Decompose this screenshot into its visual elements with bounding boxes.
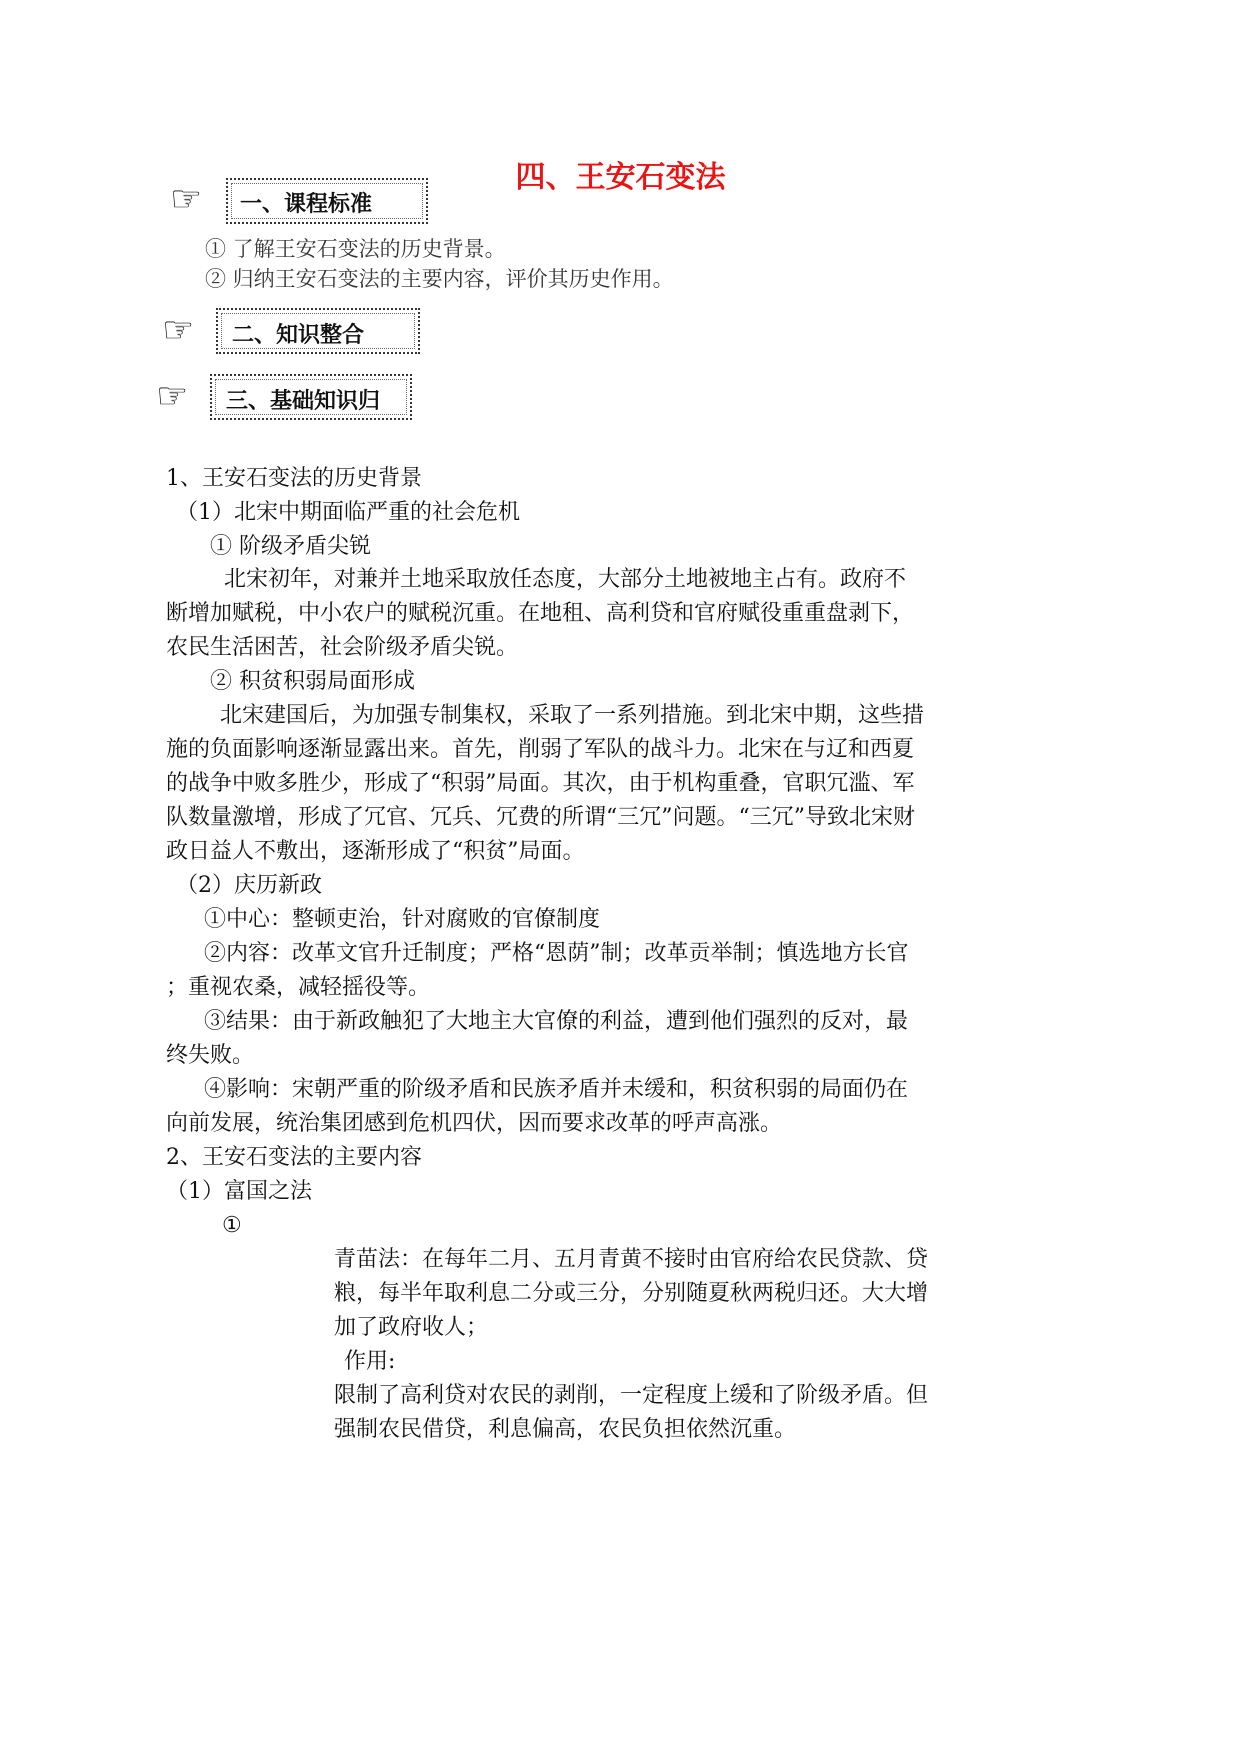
section-heading-course-standard: 一、课程标准 (240, 192, 373, 217)
paragraph-line: 施的负面影响逐渐显露出来。首先，削弱了军队的战斗力。北宋在与辽和西夏 (166, 737, 915, 762)
paragraph-line: 政日益人不敷出，逐渐形成了“积贫”局面。 (166, 839, 585, 864)
point-marker: ① (222, 1213, 242, 1238)
pointing-hand-icon: ☞ (170, 179, 203, 220)
subheading-qingli-reform: （2）庆历新政 (176, 873, 322, 898)
subheading-social-crisis: （1）北宋中期面临严重的社会危机 (176, 500, 520, 525)
objective-item: ② 归纳王安石变法的主要内容，评价其历史作用。 (205, 267, 674, 291)
qingli-line: ④影响：宋朝严重的阶级矛盾和民族矛盾并未缓和，积贫积弱的局面仍在 (204, 1077, 909, 1102)
effect-label: 作用: (344, 1349, 396, 1374)
section-heading-knowledge-integration: 二、知识整合 (232, 323, 365, 348)
effect-line: 强制农民借贷，利息偏高，农民负担依然沉重。 (334, 1417, 797, 1442)
point-class-conflict: ① 阶级矛盾尖锐 (210, 534, 371, 559)
qingmiao-line: 粮，每半年取利息二分或三分，分别随夏秋两税归还。大大增 (334, 1281, 929, 1306)
qingli-line: ①中心：整顿吏治，针对腐败的官僚制度 (204, 907, 601, 932)
qingli-line: 终失败。 (166, 1043, 255, 1068)
paragraph-line: 队数量激增，形成了冗官、冗兵、冗费的所谓“三冗”问题。“三冗”导致北宋财 (166, 805, 915, 830)
paragraph-line: 断增加赋税，中小农户的赋税沉重。在地租、高利贷和官府赋役重重盘剥下， (166, 601, 915, 626)
page-title: 四、王安石变法 (515, 160, 726, 195)
qingli-line: ③结果：由于新政触犯了大地主大官僚的利益，遭到他们强烈的反对，最 (204, 1009, 909, 1034)
qingli-line: ②内容：改革文官升迁制度；严格“恩荫”制；改革贡举制；慎选地方长官 (204, 941, 909, 966)
subheading-enrich-state: （1）富国之法 (166, 1179, 312, 1204)
pointing-hand-icon: ☞ (162, 310, 195, 351)
qingli-line: 向前发展，统治集团感到危机四伏，因而要求改革的呼声高涨。 (166, 1111, 783, 1136)
qingmiao-line: 加了政府收人； (334, 1315, 489, 1340)
point-poverty-weakness: ② 积贫积弱局面形成 (210, 669, 415, 694)
section-heading-basic-knowledge: 三、基础知识归 (226, 389, 381, 414)
paragraph-line: 的战争中败多胜少，形成了“积弱”局面。其次，由于机构重叠，官职冗滥、军 (166, 771, 915, 796)
paragraph-line: 农民生活困苦，社会阶级矛盾尖锐。 (166, 635, 519, 660)
paragraph-line: 北宋建国后，为加强专制集权，采取了一系列措施。到北宋中期，这些措 (220, 703, 925, 728)
paragraph-line: 北宋初年，对兼并土地采取放任态度，大部分土地被地主占有。政府不 (224, 567, 907, 592)
qingmiao-line: 青苗法：在每年二月、五月青黄不接时由官府给农民贷款、贷 (334, 1247, 929, 1272)
effect-line: 限制了高利贷对农民的剥削，一定程度上缓和了阶级矛盾。但 (334, 1383, 929, 1408)
objective-item: ① 了解王安石变法的历史背景。 (205, 237, 506, 261)
qingli-line: ；重视农桑，减轻摇役等。 (166, 975, 431, 1000)
heading-background: 1、王安石变法的历史背景 (166, 466, 422, 491)
pointing-hand-icon: ☞ (156, 376, 189, 417)
heading-main-content: 2、王安石变法的主要内容 (166, 1145, 422, 1170)
